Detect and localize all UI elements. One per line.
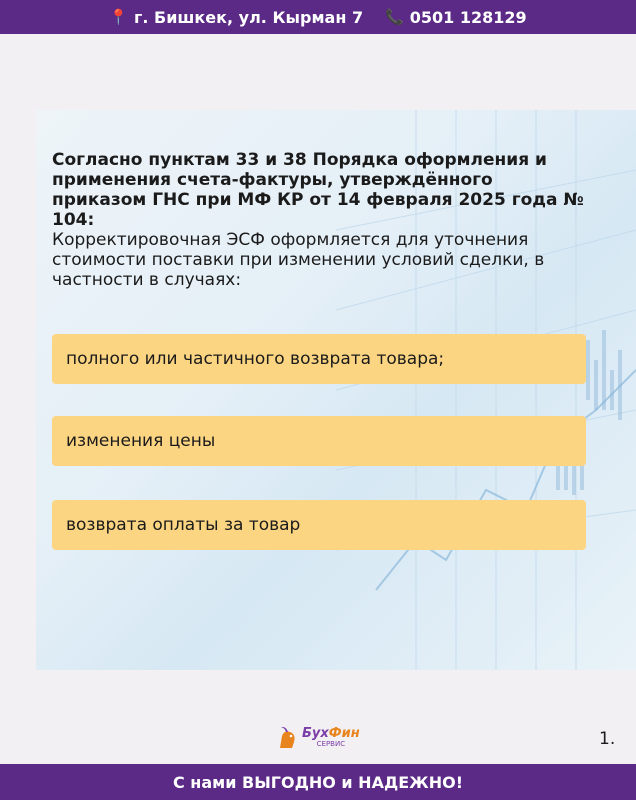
address-text: г. Бишкек, ул. Кырман 7 bbox=[134, 7, 364, 27]
map-pin-icon: 📍 bbox=[109, 8, 129, 26]
body-text: Корректировочная ЭСФ оформляется для уточнения стоимости поставки при изменении условий сделки, в частности в случаях: bbox=[52, 230, 545, 290]
footer-bar bbox=[0, 764, 636, 800]
heading-text: Согласно пунктам 33 и 38 Порядка оформления и применения счета-фактуры, утверждённого приказом ГНС при МФ КР от 14 февраля 2025 года № 104: bbox=[52, 150, 584, 230]
top-contact-bar bbox=[0, 0, 636, 34]
footer-slogan: С нами ВЫГОДНО и НАДЕЖНО! bbox=[172, 772, 463, 792]
address-item bbox=[109, 8, 363, 27]
option-item: изменения цены bbox=[52, 416, 586, 466]
phone-item bbox=[385, 8, 527, 27]
logo-subtitle: СЕРВИС bbox=[316, 739, 346, 748]
page-number: 1. bbox=[599, 729, 616, 749]
content-text bbox=[52, 150, 592, 290]
phone-text: 0501 128129 bbox=[409, 7, 527, 27]
option-item: полного или частичного возврата товара; bbox=[52, 334, 586, 384]
option-item: возврата оплаты за товар bbox=[52, 500, 586, 550]
logo-wordmark: БухФин bbox=[302, 725, 360, 741]
goat-icon bbox=[276, 724, 298, 750]
phone-icon: 📞 bbox=[385, 8, 404, 26]
company-logo bbox=[276, 724, 360, 750]
